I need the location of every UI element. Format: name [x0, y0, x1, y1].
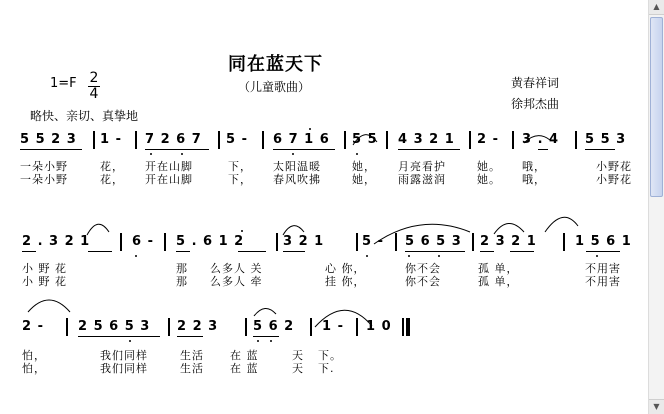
lyric: 天 [292, 349, 304, 362]
underline [22, 251, 36, 252]
measure-21-notes: 2 2 3 [177, 319, 219, 334]
lyric: 一朵小野 [20, 160, 68, 173]
low-octave-dot [135, 255, 137, 257]
barline [276, 233, 278, 251]
measure-19-notes: 2 - [22, 319, 44, 334]
lyric: 花， [100, 160, 124, 173]
barline [93, 131, 95, 149]
lyric: 她， [352, 160, 376, 173]
barline [563, 233, 565, 251]
barline [164, 233, 166, 251]
measure-24-notes: 1 0 [366, 319, 392, 334]
low-octave-dot [129, 340, 131, 342]
measure-15-notes: 5 - [362, 234, 384, 249]
lyric: 下。 [318, 349, 342, 362]
lyric: 花， [100, 173, 124, 186]
lyric: 小 野 花 [22, 262, 67, 275]
barline [66, 318, 68, 336]
underline [586, 251, 620, 252]
barline [386, 131, 388, 149]
underline [176, 251, 190, 252]
lyric: 心 你， [325, 262, 366, 275]
lyric: 开在山脚 [145, 173, 193, 186]
lyric: 太阳温暖 [273, 160, 321, 173]
underline [145, 149, 209, 150]
barline [120, 233, 122, 251]
underline [88, 251, 112, 252]
measure-13-notes: 5 . 6 1 2 [176, 234, 245, 249]
lyric: 那 [176, 275, 188, 288]
low-octave-dot [257, 340, 259, 342]
lyric: 我们同样 [100, 362, 148, 375]
measure-12-notes: 6 - [132, 234, 154, 249]
lyric: 下， [228, 173, 252, 186]
low-octave-dot [356, 153, 358, 155]
barline [472, 233, 474, 251]
final-barline-thick [406, 318, 410, 336]
song-subtitle: （儿童歌曲） [238, 80, 311, 94]
measure-5-notes: 6 7 1 6 [273, 132, 330, 147]
low-octave-dot [292, 153, 294, 155]
low-octave-dot [596, 255, 598, 257]
high-octave-dot [309, 128, 311, 130]
scrollbar-thumb[interactable] [650, 17, 663, 197]
time-signature-top: 2 [89, 70, 99, 86]
measure-1-notes: 5 5 2 3 [20, 132, 77, 147]
barline [168, 318, 170, 336]
lyric: 哦， [522, 160, 546, 173]
lyric: 小野花 [596, 173, 632, 186]
measure-16-notes: 5 6 5 3 [405, 234, 462, 249]
barline [356, 233, 358, 251]
barline [135, 131, 137, 149]
barline [344, 131, 346, 149]
measure-4-notes: 5 - [226, 132, 248, 147]
measure-11-notes: 2 . 3 2 1 [22, 234, 91, 249]
measure-8-notes: 2 - [477, 132, 499, 147]
lyric: 你不会 [405, 275, 441, 288]
lyric: 么多人 牵 [210, 275, 263, 288]
measure-18-notes: 1 5 6 1 [575, 234, 632, 249]
barline [245, 318, 247, 336]
lyric: 那 [176, 262, 188, 275]
barline [575, 131, 577, 149]
vertical-scrollbar[interactable] [648, 0, 664, 414]
song-title: 同在蓝天下 [228, 54, 323, 75]
underline [253, 336, 279, 337]
lyric: 挂 你， [325, 275, 366, 288]
underline [20, 149, 82, 150]
low-octave-dot [270, 340, 272, 342]
measure-6-notes: 5 5 [352, 132, 378, 147]
underline [585, 149, 615, 150]
barline [512, 131, 514, 149]
lyric: 么多人 关 [210, 262, 263, 275]
lyric: 她。 [477, 160, 501, 173]
lyric: 开在山脚 [145, 160, 193, 173]
lyric: 月亮看护 [398, 160, 446, 173]
key-signature: 1=F [50, 76, 77, 91]
measure-14-notes: 3 2 1 [283, 234, 325, 249]
measure-17-notes: 2 3 2 1 [480, 234, 537, 249]
lyric: 我们同样 [100, 349, 148, 362]
lyric: 生活 [180, 362, 204, 375]
lyric: 怕， [22, 349, 46, 362]
low-octave-dot [181, 153, 183, 155]
lyric: 下. [318, 362, 335, 375]
lyric: 孤 单， [478, 275, 519, 288]
measure-20-notes: 2 5 6 5 3 [78, 319, 151, 334]
underline [177, 336, 203, 337]
barline [262, 131, 264, 149]
lyric: 在 蓝 [230, 362, 259, 375]
underline [238, 251, 266, 252]
barline [218, 131, 220, 149]
barline [469, 131, 471, 149]
measure-23-notes: 1 - [322, 319, 344, 334]
low-octave-dot [408, 255, 410, 257]
lyricist-credit: 黄春祥词 [511, 76, 560, 90]
underline [405, 251, 465, 252]
measure-2-notes: 1 - [100, 132, 122, 147]
scroll-up-arrow-icon[interactable]: ▲ [649, 0, 664, 15]
measure-9-notes: 3 . 4 [522, 132, 560, 147]
composer-credit: 徐邦杰曲 [511, 97, 560, 111]
underline [273, 149, 335, 150]
lyric: 生活 [180, 349, 204, 362]
underline [283, 251, 305, 252]
lyric: 怕， [22, 362, 46, 375]
lyric: 孤 单， [478, 262, 519, 275]
lyric: 下， [228, 160, 252, 173]
low-octave-dot [438, 255, 440, 257]
lyric: 哦， [522, 173, 546, 186]
underline [480, 251, 494, 252]
underline [78, 336, 160, 337]
lyric: 小 野 花 [22, 275, 67, 288]
barline [356, 318, 358, 336]
measure-22-notes: 5 6 2 [253, 319, 295, 334]
lyric: 雨露滋润 [398, 173, 446, 186]
lyric: 你不会 [405, 262, 441, 275]
lyric: 不用害 [585, 275, 621, 288]
lyric: 天 [292, 362, 304, 375]
time-signature-bottom: 4 [89, 86, 99, 102]
underline [398, 149, 460, 150]
lyric: 她。 [477, 173, 501, 186]
low-octave-dot [150, 153, 152, 155]
low-octave-dot [366, 255, 368, 257]
lyric: 在 蓝 [230, 349, 259, 362]
barline [310, 318, 312, 336]
underline [510, 251, 534, 252]
underline [538, 149, 548, 150]
lyric: 她， [352, 173, 376, 186]
lyric: 春风吹拂 [273, 173, 321, 186]
high-octave-dot [241, 230, 243, 232]
scroll-down-arrow-icon[interactable]: ▼ [649, 399, 664, 414]
lyric: 不用害 [585, 262, 621, 275]
barline [395, 233, 397, 251]
tempo-marking: 略快、亲切、真挚地 [30, 109, 139, 123]
lyric: 小野花 [596, 160, 632, 173]
measure-7-notes: 4 3 2 1 [398, 132, 455, 147]
lyric: 一朵小野 [20, 173, 68, 186]
measure-10-notes: 5 5 3 [585, 132, 627, 147]
final-barline-thin [402, 318, 404, 336]
measure-3-notes: 7 2 6 7 [145, 132, 202, 147]
